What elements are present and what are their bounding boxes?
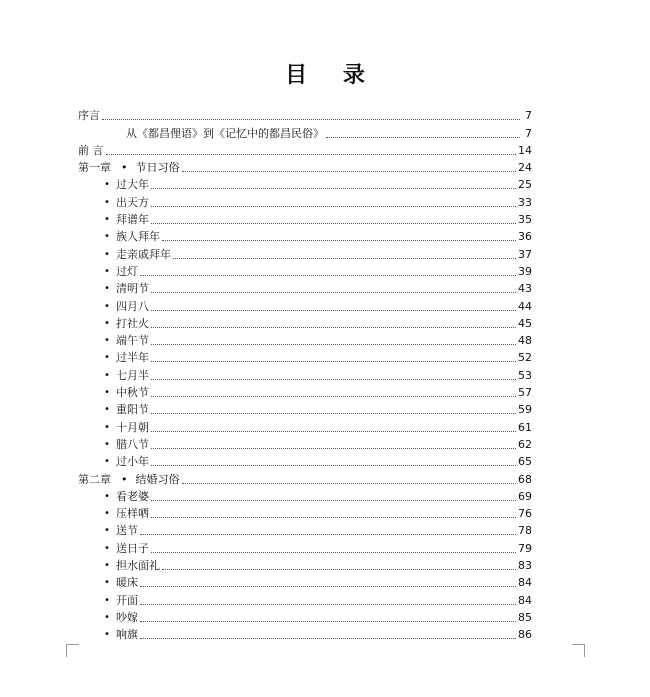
dot-leader [182,171,517,172]
toc-entry-row[interactable] [78,590,532,607]
toc-entry-label: 中秋节 [116,386,149,400]
bullet-icon: • [104,179,110,191]
toc-entry-row[interactable] [78,123,532,140]
dot-leader [106,154,517,155]
dot-leader [151,361,516,362]
dot-leader [151,552,516,553]
toc-chapter-number: 第一章 [78,161,111,175]
toc-entry-row[interactable] [78,521,532,538]
page-corner-mark [66,644,79,657]
bullet-icon: • [104,456,110,468]
toc-entry-row[interactable] [78,192,532,209]
dot-leader [162,569,516,570]
dot-leader [140,586,516,587]
toc-entry-label: 族人拜年 [116,230,160,244]
bullet-icon: • [104,335,110,347]
dot-leader [326,137,520,138]
toc-entry-label: 过灯 [116,264,138,278]
bullet-icon: • [104,508,110,520]
dot-leader [151,188,516,189]
dot-leader [173,258,516,259]
toc-page-number: 52 [518,351,532,365]
toc-entry-row[interactable] [78,538,532,555]
toc-page-number: 65 [518,455,532,469]
bullet-icon: • [104,629,110,641]
toc-entry-row[interactable] [78,573,532,590]
toc-entry-label: 重阳节 [116,403,149,417]
dot-leader [151,500,516,501]
bullet-icon: • [104,490,110,502]
dot-leader [151,465,516,466]
bullet-icon: • [104,300,110,312]
dot-leader [151,413,516,414]
bullet-icon: • [104,387,110,399]
toc-entry-label: 看老婆 [116,489,149,503]
dot-leader [151,448,516,449]
toc-page-number: 7 [525,109,532,123]
toc-entry-row[interactable] [78,262,532,279]
bullet-icon: • [104,352,110,364]
toc-entry-row[interactable] [78,365,532,382]
toc-chapter-title: 结婚习俗 [135,472,180,486]
toc-entry-label: 送节 [116,524,138,538]
toc-page-number: 33 [518,195,532,209]
dot-leader [151,379,516,380]
toc-entry-row[interactable] [78,608,532,625]
toc-page-number: 43 [518,282,532,296]
dot-leader [151,292,516,293]
bullet-icon: • [121,161,128,175]
bullet-icon: • [104,214,110,226]
dot-leader [140,638,516,639]
dot-leader [182,483,517,484]
toc-entry-label: 暖床 [116,576,138,590]
toc-entry-label: 清明节 [116,282,149,296]
toc-entry-row[interactable] [78,314,532,331]
bullet-icon: • [104,577,110,589]
page-title: 目 录 [285,63,379,88]
toc-entry-label: 从《都昌俚语》到《记忆中的都昌民俗》 [126,126,324,140]
toc-entry-row[interactable] [78,504,532,521]
toc-page-number: 78 [518,524,532,538]
toc-page-number: 45 [518,316,532,330]
toc-entry-label: 吵嫁 [116,610,138,624]
bullet-icon: • [104,369,110,381]
toc-page-number: 62 [518,437,532,451]
toc-entry-label: 过半年 [116,351,149,365]
toc-entry-label: 拜谱年 [116,213,149,227]
bullet-icon: • [104,265,110,277]
bullet-icon: • [104,317,110,329]
toc-entry-row[interactable] [78,227,532,244]
toc-page-number: 53 [518,368,532,382]
toc-entry-row[interactable] [78,175,532,192]
toc-entry-label: 送日子 [116,541,149,555]
dot-leader [151,206,516,207]
dot-leader [140,621,516,622]
toc-entry-row[interactable] [78,556,532,573]
toc-entry-row[interactable] [78,296,532,313]
bullet-icon: • [104,525,110,537]
toc-entry-label: 前 言 [78,143,104,157]
toc-page-number: 7 [525,126,532,140]
toc-page-number: 39 [518,264,532,278]
toc-entry-row[interactable] [78,348,532,365]
dot-leader [151,431,516,432]
bullet-icon: • [104,542,110,554]
dot-leader [151,517,516,518]
toc-page-number: 44 [518,299,532,313]
toc-entry-label: 出天方 [116,195,149,209]
bullet-icon: • [104,283,110,295]
toc-page-number: 36 [518,230,532,244]
dot-leader [140,534,516,535]
toc-page-number: 48 [518,334,532,348]
toc-entry-label: 十月朝 [116,420,149,434]
dot-leader [151,344,516,345]
bullet-icon: • [104,421,110,433]
toc-entry-row[interactable] [78,625,532,642]
toc-page-number: 85 [518,610,532,624]
toc-entry-label: 过大年 [116,178,149,192]
toc-page-number: 83 [518,559,532,573]
toc-entry-label: 开面 [116,593,138,607]
toc-chapter-row[interactable] [78,158,532,175]
toc-chapter-row[interactable] [78,469,532,486]
toc-entry-row[interactable] [78,141,532,158]
dot-leader [151,223,516,224]
toc-page-number: 37 [518,247,532,261]
toc-page-number: 68 [518,472,532,486]
bullet-icon: • [104,248,110,260]
toc-entry-label: 四月八 [116,299,149,313]
toc-entry-row[interactable] [78,417,532,434]
toc-entry-label: 担水面礼 [116,559,160,573]
bullet-icon: • [104,594,110,606]
toc-entry-row[interactable] [78,244,532,261]
dot-leader [140,604,516,605]
toc-page-number: 69 [518,489,532,503]
toc-entry-row[interactable] [78,106,532,123]
toc-entry-row[interactable] [78,452,532,469]
bullet-icon: • [104,611,110,623]
dot-leader [102,119,520,120]
dot-leader [151,310,516,311]
toc-entry-row[interactable] [78,279,532,296]
toc-entry-row[interactable] [78,400,532,417]
toc-entry-label: 端午节 [116,334,149,348]
toc-chapter-number: 第二章 [78,472,111,486]
bullet-icon: • [104,196,110,208]
toc-entry-label: 压样哂 [116,507,149,521]
dot-leader [151,327,516,328]
toc-chapter-title: 节日习俗 [135,161,180,175]
toc-page-number: 25 [518,178,532,192]
toc-entry-label: 腊八节 [116,437,149,451]
toc-page-number: 86 [518,628,532,642]
dot-leader [162,240,516,241]
toc-entry-label: 响旗 [116,628,138,642]
toc-entry-row[interactable] [78,210,532,227]
toc-page-number: 35 [518,213,532,227]
toc-entry-label: 序言 [78,109,100,123]
toc-page-number: 76 [518,507,532,521]
bullet-icon: • [121,472,128,486]
toc-entry-row[interactable] [78,383,532,400]
toc-page-number: 61 [518,420,532,434]
toc-entry-label: 七月半 [116,368,149,382]
toc-entry-label: 打社火 [116,316,149,330]
bullet-icon: • [104,404,110,416]
page-corner-mark [572,644,585,657]
toc-page-number: 24 [518,161,532,175]
toc-page-number: 57 [518,386,532,400]
toc-entry-label: 走亲戚拜年 [116,247,171,261]
dot-leader [140,275,516,276]
toc-entry-row[interactable] [78,331,532,348]
dot-leader [151,396,516,397]
toc-page-number: 84 [518,576,532,590]
toc-entry-row[interactable] [78,435,532,452]
table-of-contents [78,106,532,642]
toc-entry-row[interactable] [78,487,532,504]
toc-page-number: 59 [518,403,532,417]
bullet-icon: • [104,560,110,572]
toc-page-number: 14 [518,143,532,157]
toc-entry-label: 过小年 [116,455,149,469]
toc-page-number: 79 [518,541,532,555]
toc-page-number: 84 [518,593,532,607]
bullet-icon: • [104,438,110,450]
bullet-icon: • [104,231,110,243]
